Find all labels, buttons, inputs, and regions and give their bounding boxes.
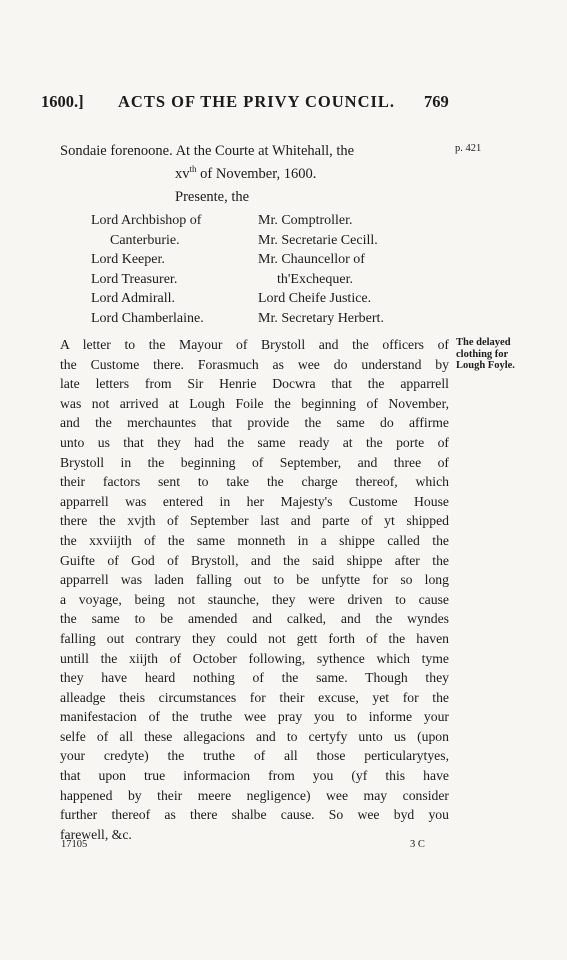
attendee: Lord Cheife Justice. bbox=[258, 291, 372, 307]
letter-line: further thereof as there shalbe cause. So wee byd you bbox=[60, 807, 449, 823]
letter-line: selfe of all these allegacions and to certyfy unto us (upon bbox=[60, 728, 449, 744]
letter-line: and the merchauntes that provide the same do affirme bbox=[60, 415, 449, 431]
letter-body bbox=[60, 335, 449, 844]
letter-line: late letters from Sir Henrie Docwra that the apparrell bbox=[60, 376, 449, 392]
signature-mark: 17105 bbox=[61, 839, 88, 850]
meeting-line-2: $xv^{th}$ of November, 1600. bbox=[175, 164, 317, 182]
margin-note-line: The delayed bbox=[456, 337, 511, 348]
attendee: Lord Chamberlaine. bbox=[91, 310, 204, 326]
meeting-line-1: Sondaie forenoone. At the Courte at Whitehall, the bbox=[60, 143, 355, 159]
running-head-year: 1600.] bbox=[41, 92, 84, 111]
letter-line: your credyte) the truthe of all those perticularytyes, bbox=[60, 748, 449, 764]
letter-line: unto us that they had the same ready at the porte of bbox=[60, 434, 449, 450]
letter-line: A letter to the Mayour of Brystoll and the officers of bbox=[60, 337, 449, 352]
margin-note-line: clothing for bbox=[456, 348, 509, 360]
presente-heading: Presente, the bbox=[175, 189, 250, 205]
attendee: Mr. Secretary Herbert. bbox=[258, 310, 384, 326]
letter-line: the xxviijth of the same monneth in a shippe called the bbox=[60, 532, 449, 548]
letter-line: that upon true informacion from you (yf this have bbox=[60, 768, 449, 784]
gathering-mark: 3 C bbox=[410, 839, 425, 850]
letter-line: their factors sent to take the charge thereof, which bbox=[60, 474, 449, 490]
letter-line: manifestacion of the truthe wee pray you to informe your bbox=[60, 709, 449, 725]
letter-line: Guifte of God of Brystoll, and the said shippe after the bbox=[60, 552, 449, 568]
attendee: Mr. Chauncellor of bbox=[258, 252, 365, 268]
attendee: Lord Archbishop of bbox=[91, 213, 202, 228]
letter-line: was not arrived at Lough Foile the beginning of November, bbox=[60, 395, 449, 411]
attendee: Canterburie. bbox=[110, 232, 180, 248]
attendee: Lord Treasurer. bbox=[91, 271, 178, 287]
letter-line: the Custome there. Forasmuch as wee do understand by bbox=[60, 356, 449, 372]
letter-line: farewell, &c. bbox=[60, 826, 132, 842]
page-number: 769 bbox=[424, 92, 449, 111]
letter-line: a voyage, being not staunche, they were driven to cause bbox=[60, 591, 449, 607]
letter-line: untill the xiijth of October following, sythence which tyme bbox=[60, 650, 449, 666]
margin-note bbox=[456, 337, 515, 372]
letter-line: happened by their meere negligence) wee may consider bbox=[60, 787, 449, 803]
letter-line: they have heard nothing of the same. Though they bbox=[60, 670, 449, 686]
running-head-title: ACTS OF THE PRIVY COUNCIL. bbox=[118, 92, 396, 111]
page-reference: p. 421 bbox=[455, 143, 482, 154]
letter-line: Brystoll in the beginning of September, and three of bbox=[60, 454, 449, 470]
letter-line: there the xvjth of September last and parte of yt shipped bbox=[60, 513, 449, 529]
letter-line: alleadge theis circumstances for their excuse, yet for the bbox=[60, 689, 449, 705]
attendees-left-column bbox=[91, 211, 204, 329]
attendee: Lord Keeper. bbox=[91, 252, 165, 268]
letter-line: falling out contrary they could not gett forth of the haven bbox=[60, 630, 449, 646]
attendee: Lord Admirall. bbox=[91, 291, 175, 307]
letter-line: the same to be amended and calked, and the wyndes bbox=[60, 611, 449, 627]
attendee: Mr. Comptroller. bbox=[258, 213, 353, 228]
letter-line: apparrell was entered in her Majesty's Custome House bbox=[60, 493, 449, 509]
margin-note-line: Lough Foyle. bbox=[456, 360, 515, 371]
letter-line: apparrell was laden falling out to be unfytte for so long bbox=[60, 572, 449, 588]
attendee: th'Exchequer. bbox=[277, 271, 353, 287]
attendees-right-column bbox=[258, 211, 384, 329]
attendee: Mr. Secretarie Cecill. bbox=[258, 232, 378, 248]
